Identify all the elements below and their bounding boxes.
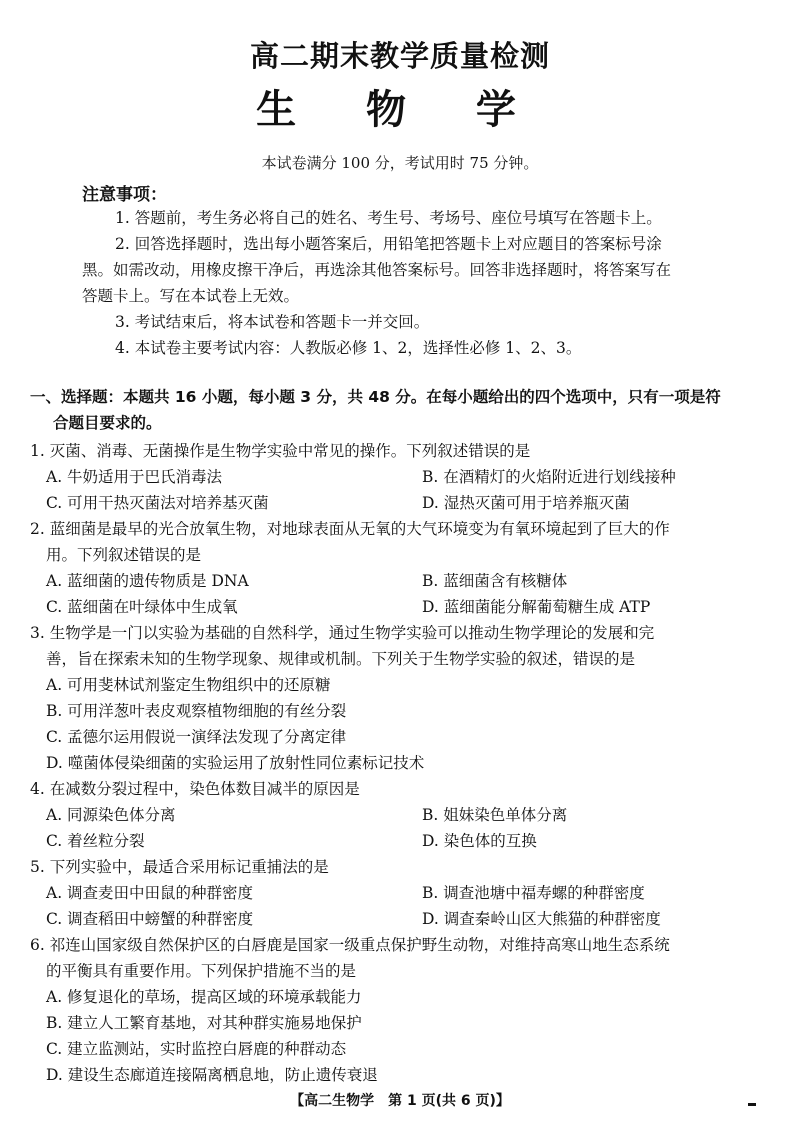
- option-a: A. 同源染色体分离: [46, 806, 176, 824]
- option-a: A. 蓝细菌的遗传物质是 DNA: [46, 572, 249, 590]
- question-2: [30, 516, 782, 620]
- option-a: A. 修复退化的草场，提高区域的环境承载能力: [46, 988, 362, 1006]
- question-stem-cont: 善，旨在探索未知的生物学现象、规律或机制。下列关于生物学实验的叙述，错误的是: [46, 650, 636, 668]
- corner-mark: [748, 1103, 756, 1106]
- notice-line: 2. 回答选择题时，选出每小题答案后，用铅笔把答题卡上对应题目的答案标号涂: [115, 235, 662, 253]
- section-heading-line: 合题目要求的。: [53, 414, 162, 432]
- option-a: A. 牛奶适用于巴氏消毒法: [46, 468, 223, 486]
- option-d: D. 染色体的互换: [422, 832, 537, 850]
- question-stem: 2. 蓝细菌是最早的光合放氧生物，对地球表面从无氧的大气环境变为有氧环境起到了巨大的作: [30, 520, 670, 538]
- option-b: B. 姐妹染色单体分离: [422, 806, 568, 824]
- option-d: D. 建设生态廊道连接隔离栖息地，防止遗传衰退: [46, 1066, 378, 1084]
- notice-line: 答题卡上。写在本试卷上无效。: [82, 287, 300, 305]
- option-d: D. 调查秦岭山区大熊猫的种群密度: [422, 910, 661, 928]
- option-c: C. 调查稻田中螃蟹的种群密度: [46, 910, 254, 928]
- question-stem: 6. 祁连山国家级自然保护区的白唇鹿是国家一级重点保护野生动物，对维持高寒山地生态系统: [30, 936, 670, 954]
- question-4: [30, 776, 782, 854]
- option-c: C. 着丝粒分裂: [46, 832, 145, 850]
- option-c: C. 建立监测站，实时监控白唇鹿的种群动态: [46, 1040, 347, 1058]
- question-stem: 3. 生物学是一门以实验为基础的自然科学，通过生物学实验可以推动生物学理论的发展和完: [30, 624, 655, 642]
- option-d: D. 噬菌体侵染细菌的实验运用了放射性同位素标记技术: [46, 754, 425, 772]
- option-c: C. 孟德尔运用假说一演绎法发现了分离定律: [46, 728, 347, 746]
- subject-title: 生 物 学: [256, 87, 544, 133]
- option-a: A. 可用斐林试剂鉴定生物组织中的还原糖: [46, 676, 331, 694]
- exam-title: 高二期末教学质量检测: [249, 39, 550, 73]
- option-b: B. 在酒精灯的火焰附近进行划线接种: [422, 468, 676, 486]
- question-6: [30, 932, 782, 1088]
- notice-line: 1. 答题前，考生务必将自己的姓名、考生号、考场号、座位号填写在答题卡上。: [115, 209, 662, 227]
- option-c: C. 可用干热灭菌法对培养基灭菌: [46, 494, 269, 512]
- exam-meta: 本试卷满分 100 分，考试用时 75 分钟。: [261, 154, 539, 172]
- option-a: A. 调查麦田中田鼠的种群密度: [46, 884, 254, 902]
- notice-heading: 注意事项：: [82, 185, 167, 205]
- question-list: [30, 438, 782, 1088]
- option-b: B. 建立人工繁育基地，对其种群实施易地保护: [46, 1014, 362, 1032]
- notice-list: [82, 205, 722, 361]
- section-heading-line: 一、选择题：本题共 16 小题，每小题 3 分，共 48 分。在每小题给出的四个选项中，只有一项是符: [30, 388, 721, 406]
- question-stem-cont: 用。下列叙述错误的是: [46, 546, 202, 564]
- notice-line: 4. 本试卷主要考试内容：人教版必修 1、2，选择性必修 1、2、3。: [115, 339, 582, 357]
- option-d: D. 蓝细菌能分解葡萄糖生成 ATP: [422, 598, 651, 616]
- option-b: B. 调查池塘中福寿螺的种群密度: [422, 884, 645, 902]
- question-5: [30, 854, 782, 932]
- question-stem: 5. 下列实验中，最适合采用标记重捕法的是: [30, 858, 329, 876]
- notice-line: 3. 考试结束后，将本试卷和答题卡一并交回。: [115, 313, 430, 331]
- section-heading: [30, 384, 782, 436]
- option-d: D. 湿热灭菌可用于培养瓶灭菌: [422, 494, 630, 512]
- question-1: [30, 438, 782, 516]
- option-c: C. 蓝细菌在叶绿体中生成氧: [46, 598, 238, 616]
- option-b: B. 可用洋葱叶表皮观察植物细胞的有丝分裂: [46, 702, 347, 720]
- question-stem-cont: 的平衡具有重要作用。下列保护措施不当的是: [46, 962, 357, 980]
- question-stem: 4. 在减数分裂过程中，染色体数目减半的原因是: [30, 780, 360, 798]
- page-footer: 【高二生物学 第 1 页(共 6 页)】: [290, 1093, 510, 1109]
- question-3: [30, 620, 782, 776]
- question-stem: 1. 灭菌、消毒、无菌操作是生物学实验中常见的操作。下列叙述错误的是: [30, 442, 531, 460]
- option-b: B. 蓝细菌含有核糖体: [422, 572, 568, 590]
- notice-line: 黑。如需改动，用橡皮擦干净后，再选涂其他答案标号。回答非选择题时，将答案写在: [82, 261, 672, 279]
